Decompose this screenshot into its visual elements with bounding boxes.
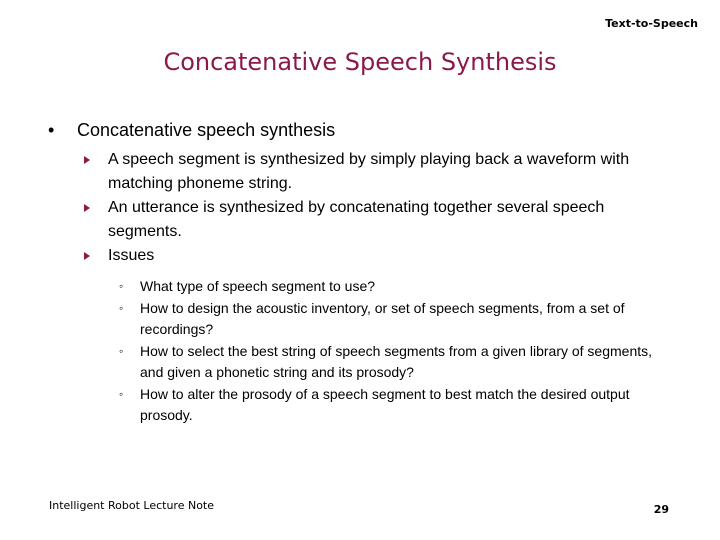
issue-item	[119, 341, 678, 383]
issue-item	[119, 298, 678, 340]
arrow-bullet-icon	[84, 204, 90, 212]
slide-content	[48, 118, 678, 427]
page-number: 29	[653, 503, 669, 516]
circle-bullet-icon: ◦	[119, 301, 124, 315]
issue-item	[119, 276, 678, 297]
circle-bullet-icon: ◦	[119, 344, 124, 358]
subitem-2	[108, 196, 678, 244]
bullet-level1-text: Concatenative speech synthesis	[77, 120, 336, 140]
footer-note: Intelligent Robot Lecture Note	[49, 499, 215, 512]
issue-item	[119, 384, 678, 426]
issue-text: How to select the best string of speech segments from a given library of segments, and given a phonetic string and its prosody?	[140, 343, 653, 380]
bullet-level1	[48, 118, 678, 142]
subitem-text: Issues	[108, 247, 155, 264]
slide-title: Concatenative Speech Synthesis	[163, 48, 557, 76]
bullet-dot-icon: •	[48, 120, 55, 140]
arrow-bullet-icon	[84, 156, 90, 164]
header-label: Text-to-Speech	[605, 17, 698, 30]
circle-bullet-icon: ◦	[119, 387, 124, 401]
issue-text: How to design the acoustic inventory, or set of speech segments, from a set of recordings?	[140, 300, 625, 337]
subitem-text: A speech segment is synthesized by simply playing back a waveform with matching phoneme string.	[108, 151, 630, 192]
subitem-3	[108, 244, 678, 268]
subitem-text: An utterance is synthesized by concatenating together several speech segments.	[108, 199, 605, 240]
circle-bullet-icon: ◦	[119, 279, 124, 293]
issue-text: How to alter the prosody of a speech segment to best match the desired output prosody.	[140, 386, 630, 423]
issue-text: What type of speech segment to use?	[140, 278, 376, 294]
subitem-1	[108, 148, 678, 196]
issues-list	[119, 276, 678, 426]
arrow-bullet-icon	[84, 252, 90, 260]
